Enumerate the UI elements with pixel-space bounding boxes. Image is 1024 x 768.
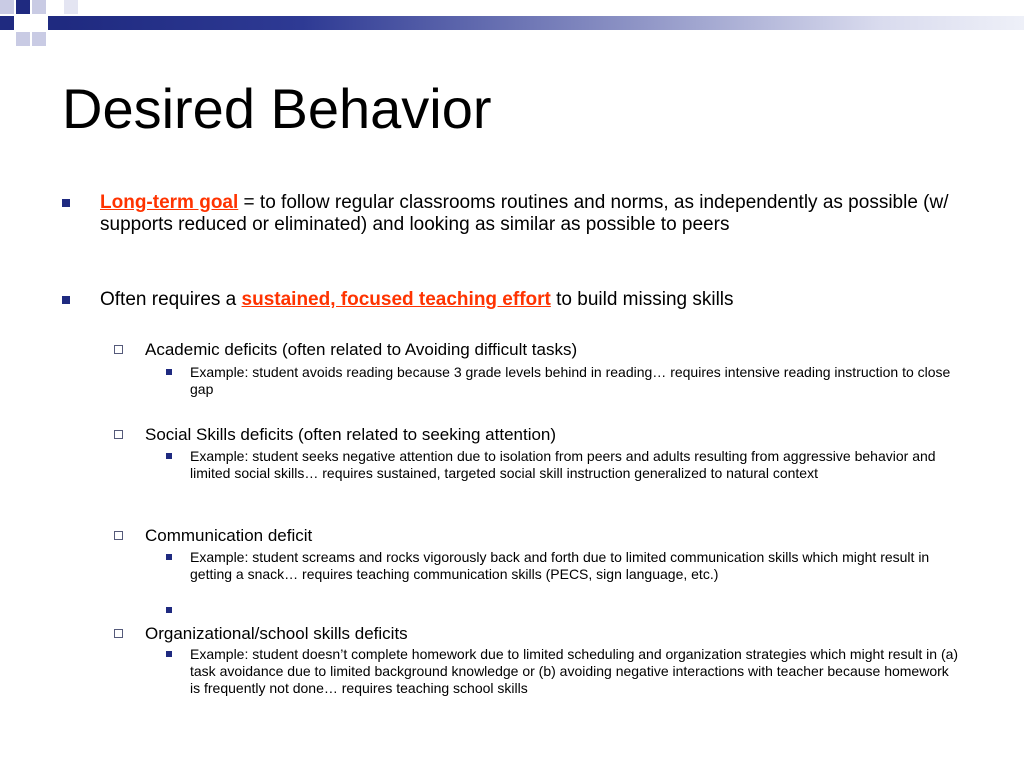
small-square-bullet-icon	[166, 651, 172, 657]
slide-title: Desired Behavior	[62, 77, 492, 140]
hollow-square-bullet-icon	[114, 430, 123, 439]
title-gradient-bar	[62, 16, 1024, 30]
square-bullet-icon	[62, 199, 70, 207]
subbullet-text: Academic deficits (often related to Avoiding difficult tasks)	[145, 340, 578, 359]
hollow-square-bullet-icon	[114, 629, 123, 638]
subbullet-text: Organizational/school skills deficits	[145, 624, 408, 643]
subbullet-text: Communication deficit	[145, 526, 313, 545]
bullet-text-rest: to build missing skills	[550, 289, 734, 310]
subbullet-text: Social Skills deficits (often related to seeking attention)	[145, 425, 557, 444]
small-square-bullet-icon	[166, 369, 172, 375]
small-square-bullet-icon	[166, 453, 172, 459]
hollow-square-bullet-icon	[114, 345, 123, 354]
example-text: Example: student screams and rocks vigorously back and forth due to limited communication skills which might result in getting a snack… requires teaching communication skills (PECS, sign language, etc.)	[190, 549, 930, 582]
highlight-long-term-goal: Long-term goal	[100, 192, 239, 213]
small-square-bullet-icon	[166, 607, 172, 613]
hollow-square-bullet-icon	[114, 531, 123, 540]
bullet-text-lead: Often requires a	[100, 289, 242, 310]
example-text: Example: student avoids reading because 3 grade levels behind in reading… requires intensive reading instruction to close gap	[190, 364, 951, 397]
example-text: Example: student seeks negative attention due to isolation from peers and adults resulting from aggressive behavior and limited social skills… requires sustained, targeted social skill instruction generalized to natural context	[190, 448, 936, 481]
bullet-text	[100, 192, 972, 236]
bullet-text-rest: = to follow regular classrooms routines and norms, as independently as possible (w/ supports reduced or eliminated) and looking as similar as possible to peers	[100, 192, 949, 235]
bullet-text	[100, 289, 972, 311]
highlight-teaching-effort: sustained, focused teaching effort	[241, 289, 551, 310]
square-bullet-icon	[62, 296, 70, 304]
small-square-bullet-icon	[166, 554, 172, 560]
example-text: Example: student doesn’t complete homework due to limited scheduling and organization strategies which might result in (a) task avoidance due to limited background knowledge or (b) avoiding negative interactions with teacher because homework is frequently not done… requires teaching school skills	[190, 646, 959, 696]
